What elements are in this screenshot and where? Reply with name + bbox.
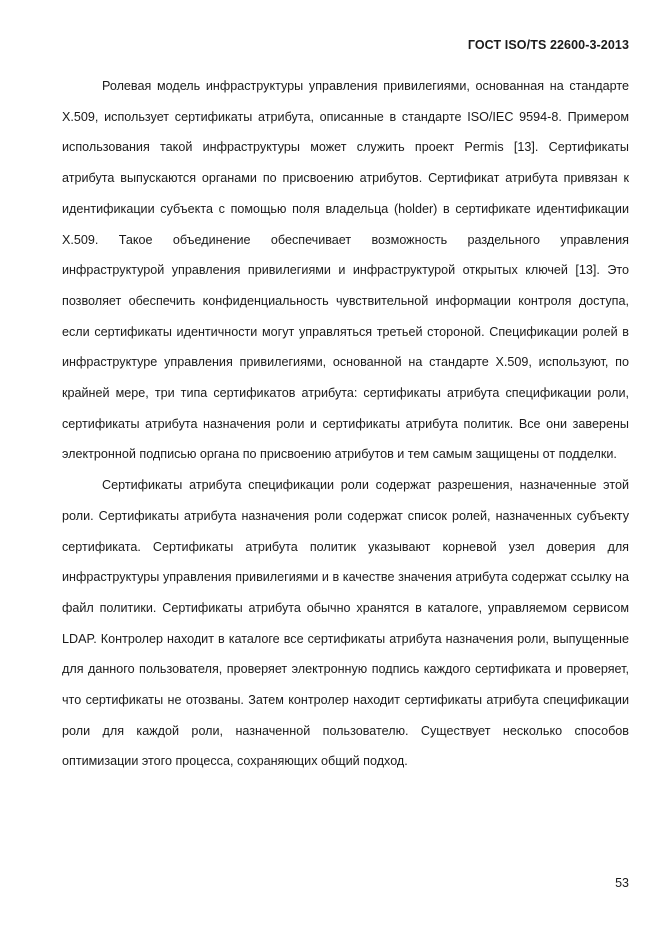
paragraph-2: Сертификаты атрибута спецификации роли содержат разрешения, назначенные этой роли. Сертификаты атрибута назначения роли содержат список ролей, назначенных субъекту сертификата. Сертификаты атрибута политик указывают корневой узел доверия для инфраструктуры управления привилегиями и в качестве значения атрибута содержат ссылку на файл политики. Сертификаты атрибута обычно хранятся в каталоге, управляемом сервисом LDAP. Контролер находит в каталоге все сертификаты атрибута назначения роли, выпущенные для данного пользователя, проверяет электронную подпись каждого сертификата и проверяет, что сертификаты не отозваны. Затем контролер находит сертификаты атрибута спецификации роли для каждой роли, назначенной пользователю. Существует несколько способов оптимизации этого процесса, сохраняющих общий подход. [62, 478, 629, 769]
paragraph-1: Ролевая модель инфраструктуры управления привилегиями, основанная на стандарте X.509, использует сертификаты атрибута, описанные в стандарте ISO/IEC 9594-8. Примером использования такой инфраструктуры может служить проект Permis [13]. Сертификаты атрибута выпускаются органами по присвоению атрибутов. Сертификат атрибута привязан к идентификации субъекта с помощью поля владельца (holder) в сертификате идентификации X.509. Такое объединение обеспечивает возможность раздельного управления инфраструктурой управления привилегиями и инфраструктурой открытых ключей [13]. Это позволяет обеспечить конфиденциальность чувствительной информации контроля доступа, если сертификаты идентичности могут управляться третьей стороной. Спецификации ролей в инфраструктуре управления привилегиями, основанной на стандарте X.509, используют, по крайней мере, три типа сертификатов атрибута: сертификаты атрибута спецификации роли, сертификаты атрибута назначения роли и сертификаты атрибута политик. Все они заверены электронной подписью органа по присвоению атрибутов и тем самым защищены от подделки. [62, 79, 629, 462]
document-header-standard-code: ГОСТ ISO/TS 22600-3-2013 [467, 38, 629, 52]
page-number: 53 [615, 876, 629, 890]
document-body [62, 71, 629, 777]
